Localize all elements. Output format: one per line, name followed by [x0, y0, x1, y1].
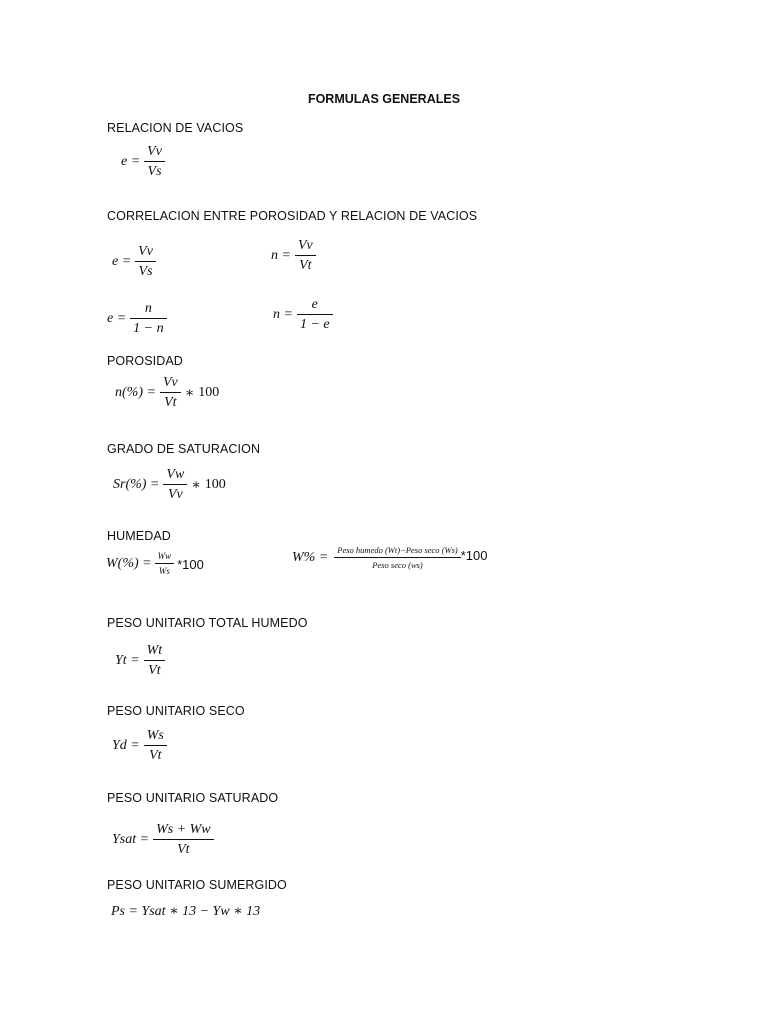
fraction: [295, 238, 316, 274]
denominator: Ws: [158, 566, 170, 576]
fraction: [144, 728, 167, 764]
heading-unitario-sumergido: PESO UNITARIO SUMERGIDO: [107, 878, 287, 892]
formula-correlacion-n2: [273, 297, 333, 333]
denominator: Vt: [164, 395, 177, 410]
denominator: Vv: [167, 487, 183, 502]
formula-lhs: Ysat =: [112, 832, 150, 847]
denominator: Vt: [149, 748, 162, 763]
formula-unitario-saturado: [112, 822, 214, 858]
fraction: [130, 301, 166, 337]
formula-unitario-sumergido: Ps = Ysat ∗ 13 − Yw ∗ 13: [111, 904, 261, 919]
denominator: Vt: [177, 842, 190, 857]
formula-correlacion-e2: [107, 301, 167, 337]
denominator: Vt: [148, 663, 161, 678]
heading-unitario-total: PESO UNITARIO TOTAL HUMEDO: [107, 616, 308, 630]
formula-lhs: e =: [107, 311, 127, 326]
fraction: [163, 467, 187, 503]
formula-lhs: n =: [271, 248, 291, 263]
numerator: e: [311, 297, 318, 312]
page-title: FORMULAS GENERALES: [307, 92, 461, 106]
multiply-operator: ∗: [191, 477, 201, 493]
heading-porosidad: POROSIDAD: [107, 354, 183, 368]
numerator: Vv: [297, 238, 313, 253]
multiplier: *100: [460, 547, 488, 563]
formula-lhs: Yd =: [112, 738, 140, 753]
heading-relacion-vacios: RELACION DE VACIOS: [107, 121, 244, 135]
formula-saturacion: [113, 467, 226, 503]
heading-unitario-seco: PESO UNITARIO SECO: [107, 704, 245, 718]
heading-saturacion: GRADO DE SATURACION: [107, 442, 261, 456]
numerator: Vv: [162, 375, 178, 390]
formula-unitario-seco: [112, 728, 167, 764]
formula-lhs: n =: [273, 307, 293, 322]
denominator: Peso seco (ws): [372, 560, 423, 570]
multiply-operator: ∗: [184, 385, 195, 401]
fraction: [334, 545, 460, 571]
heading-correlacion: CORRELACION ENTRE POROSIDAD Y RELACION DE VACIOS: [107, 209, 478, 223]
formula-correlacion-n1: [271, 238, 316, 274]
formula-lhs: Yt =: [115, 653, 140, 668]
formula-unitario-total: [115, 643, 165, 679]
fraction: [144, 643, 166, 679]
numerator: n: [144, 301, 152, 316]
formula-correlacion-e1: [112, 244, 156, 280]
multiplier-value: 100: [204, 477, 226, 492]
numerator: Vv: [147, 144, 162, 159]
heading-humedad: HUMEDAD: [107, 529, 171, 543]
multiplier-value: 100: [198, 385, 220, 400]
formula-porosidad: [115, 375, 219, 411]
numerator: Ww: [157, 551, 172, 561]
fraction: [297, 297, 333, 333]
formula-humedad-2: [292, 545, 487, 571]
fraction: [144, 144, 165, 180]
fraction: [135, 244, 156, 280]
heading-unitario-saturado: PESO UNITARIO SATURADO: [107, 791, 279, 805]
formula-lhs: e =: [121, 154, 141, 169]
formula-lhs: Sr(%) =: [113, 477, 160, 492]
numerator: Ws + Ww: [156, 822, 211, 837]
denominator: Vs: [147, 164, 162, 179]
fraction: [160, 375, 181, 411]
numerator: Wt: [146, 643, 163, 658]
multiplier: *100: [177, 556, 204, 572]
fraction: [155, 551, 175, 577]
denominator: 1 − e: [299, 317, 330, 332]
formula-relacion-vacios: [121, 144, 165, 180]
formula-lhs: n(%) =: [115, 385, 156, 400]
numerator: Ws: [146, 728, 164, 743]
denominator: 1 − n: [133, 321, 164, 336]
formula-humedad-1: [106, 551, 204, 577]
formula-lhs: W% =: [292, 550, 329, 565]
numerator: Vv: [138, 244, 153, 259]
numerator: Peso humedo (Wt)−Peso seco (Ws): [337, 545, 458, 555]
denominator: Vt: [299, 258, 312, 273]
formula-lhs: e =: [112, 254, 132, 269]
denominator: Vs: [138, 264, 153, 279]
formula-lhs: W(%) =: [106, 556, 152, 571]
fraction: [153, 822, 214, 858]
numerator: Vw: [166, 467, 185, 482]
